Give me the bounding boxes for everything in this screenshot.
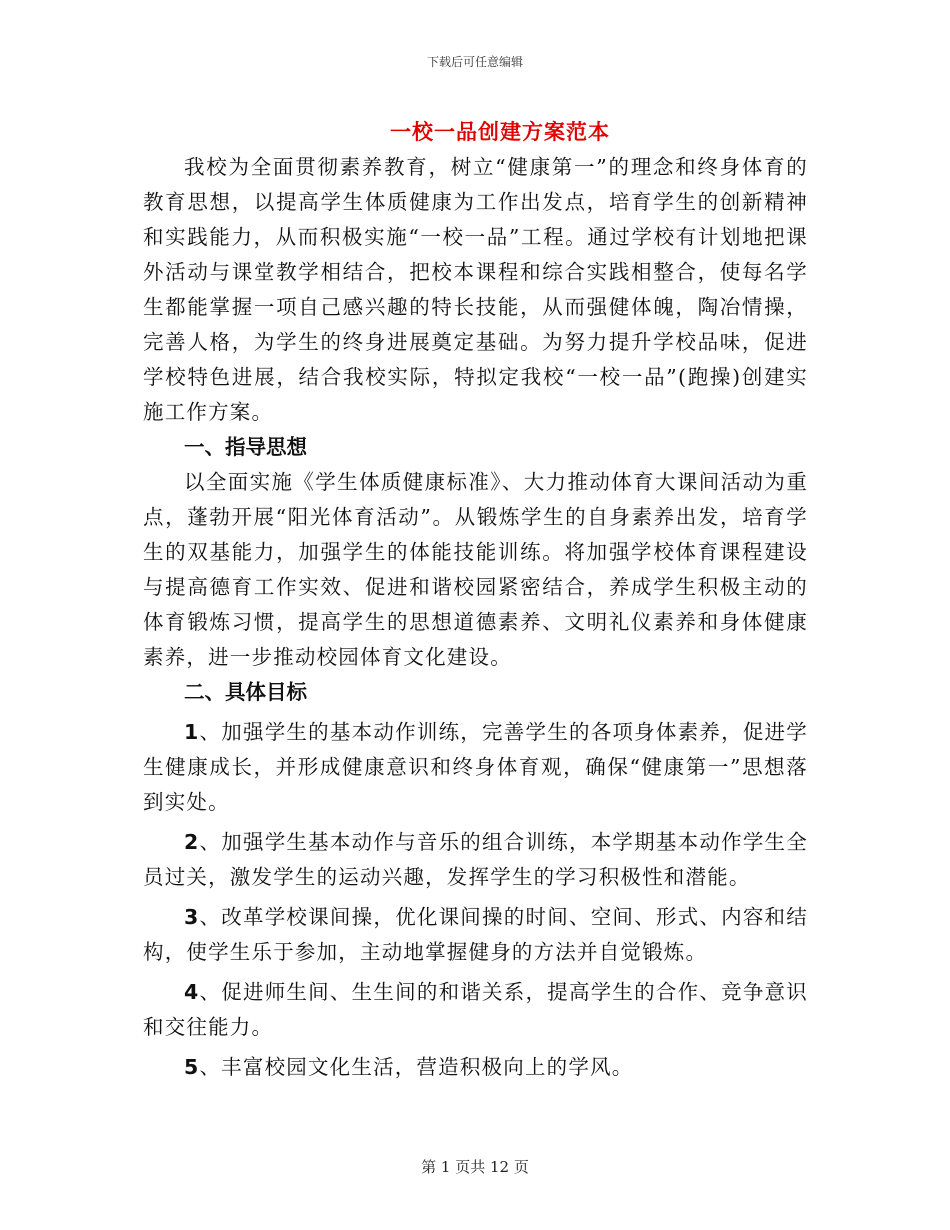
goal-number: 3 bbox=[184, 905, 200, 929]
page-footer: 第 1 页共 12 页 bbox=[421, 1158, 529, 1176]
goal-text: 、加强学生的基本动作训练，完善学生的各项身体素养，促进学生健康成长，并形成健康意识和终身体育观，确保“健康第一”思想落到实处。 bbox=[143, 720, 808, 814]
header-note: 下载后可任意编辑 bbox=[426, 55, 523, 69]
goal-number: 1 bbox=[184, 720, 200, 744]
guiding-ideology-paragraph: 以全面实施《学生体质健康标准》、大力推动体育大课间活动为重点，蓬勃开展“阳光体育活动”。从锻炼学生的自身素养出发，培育学生的双基能力，加强学生的体能技能训练。将加强学校体育课程建设与提高德育工作实效、促进和谐校园紧密结合，养成学生积极主动的体育锻炼习惯，提高学生的思想道德素养、文明礼仪素养和身体健康素养，进一步推动校园体育文化建设。 bbox=[143, 470, 808, 669]
section-heading-specific-goals: 二、具体目标 bbox=[184, 680, 307, 704]
goal-item-4 bbox=[143, 975, 808, 1045]
goal-text: 、加强学生基本动作与音乐的组合训练，本学期基本动作学生全员过关，激发学生的运动兴趣，发挥学生的学习积极性和潜能。 bbox=[143, 830, 808, 889]
goal-item-5 bbox=[143, 1050, 808, 1085]
goal-text: 、丰富校园文化生活，营造积极向上的学风。 bbox=[199, 1055, 634, 1079]
document-title: 一校一品创建方案范本 bbox=[390, 120, 610, 144]
section-heading-guiding-ideology: 一、指导思想 bbox=[184, 435, 307, 459]
goal-number: 4 bbox=[184, 980, 200, 1004]
document-body bbox=[143, 150, 808, 1085]
goal-number: 2 bbox=[184, 830, 200, 854]
goal-number: 5 bbox=[184, 1055, 200, 1079]
goal-item-2 bbox=[143, 825, 808, 895]
goal-text: 、促进师生间、生生间的和谐关系，提高学生的合作、竞争意识和交往能力。 bbox=[143, 980, 808, 1039]
goal-text: 、改革学校课间操，优化课间操的时间、空间、形式、内容和结构，使学生乐于参加，主动地掌握健身的方法并自觉锻炼。 bbox=[143, 905, 808, 964]
goal-item-1 bbox=[143, 715, 808, 820]
intro-paragraph: 我校为全面贯彻素养教育，树立“健康第一”的理念和终身体育的教育思想，以提高学生体质健康为工作出发点，培育学生的创新精神和实践能力，从而积极实施“一校一品”工程。通过学校有计划地把课外活动与课堂教学相结合，把校本课程和综合实践相整合，使每名学生都能掌握一项自己感兴趣的特长技能，从而强健体魄，陶冶情操，完善人格，为学生的终身进展奠定基础。为努力提升学校品味，促进学校特色进展，结合我校实际，特拟定我校“一校一品”(跑操)创建实施工作方案。 bbox=[143, 155, 808, 424]
goal-item-3 bbox=[143, 900, 808, 970]
